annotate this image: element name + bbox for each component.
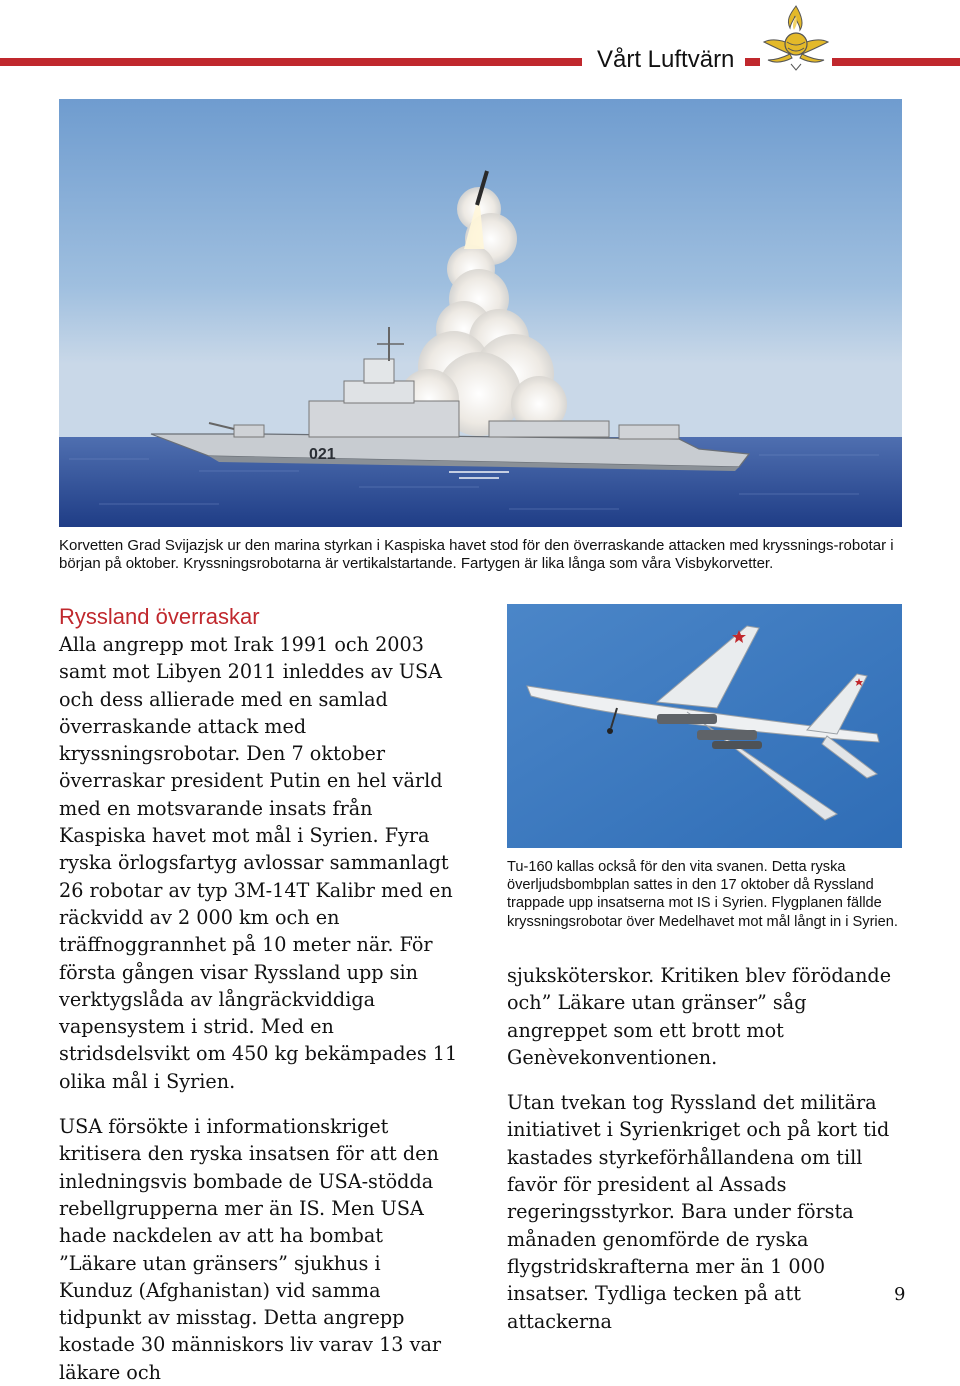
air-defence-emblem-icon bbox=[760, 2, 832, 72]
article-paragraph-4: Utan tvekan tog Ryssland det militära initiativet i Syrienkriget och på kort tid kastades styrkeförhållandena om till favör för president al Assads regeringsstyrkor. Bara under första månaden genomförde de ryska flygstridskrafterna mer än 1 000 insatser. Tydliga tecken på att attackerna bbox=[507, 1091, 890, 1333]
article-right-column bbox=[507, 962, 902, 1335]
page-number: 9 bbox=[894, 1284, 906, 1305]
hull-number: 021 bbox=[309, 446, 336, 463]
header-rule bbox=[0, 58, 582, 66]
corvette-missile-launch-photo bbox=[59, 99, 902, 527]
article-paragraph-3: sjuksköterskor. Kritiken blev förödande och” Läkare utan gränser” såg angreppet som ett brott mot Genèvekonventionen. bbox=[507, 964, 892, 1069]
article-heading: Ryssland överraskar bbox=[59, 604, 260, 629]
article-paragraph-1: Alla angrepp mot Irak 1991 och 2003 samt mot Libyen 2011 inleddes av USA och dess allierade med en samlad överraskande attack med kryssningsrobotar. Den 7 oktober överraskar president Putin en hel värld med en motsvarande insats från Kaspiska havet mot mål i Syrien. Fyra ryska örlogsfartyg avlossar sammanlagt 26 robotar av typ 3M-14T Kalibr med en räckvidd av 2 000 km och en träffnoggrannhet på 10 meter när. För första gången visar Ryssland upp sin verktygslåda av långräckviddiga vapensystem i strid. Med en stridsdelsvikt om 450 kg bekämpades 11 olika mål i Syrien. bbox=[59, 633, 458, 1093]
main-photo-caption: Korvetten Grad Svijazjsk ur den marina styrkan i Kaspiska havet stod för den överraskande attacken med kryssnings-robotar i början på oktober. Kryssningsrobotarna är vertikalstartande. Fartygen är lika långa som våra Visbykorvetter. bbox=[59, 537, 894, 572]
section-title: Vårt Luftvärn bbox=[597, 46, 735, 73]
tu160-bomber-photo bbox=[507, 604, 902, 848]
article-paragraph-2: USA försökte i informationskriget kritisera den ryska insatsen för att den inledningsvis bombade de USA-stödda rebellgrupperna mer än IS. Men USA hade nackdelen av att ha bombat ”Läkare utan gränsers” sjukhus i Kunduz (Afghanistan) vid samma tidpunkt av misstag. Detta angrepp kostade 30 människors liv varav 13 var läkare och bbox=[59, 1115, 442, 1384]
article-left-column bbox=[59, 603, 459, 1386]
plane-photo-caption: Tu-160 kallas också för den vita svanen. Detta ryska överljudsbombplan sattes in den 17 oktober då Ryssland trappade upp insatserna mot IS i Syrien. Flygplanen fällde kryssningsrobotar över Medelhavet mot mål långt in i Syrien. bbox=[507, 859, 898, 930]
